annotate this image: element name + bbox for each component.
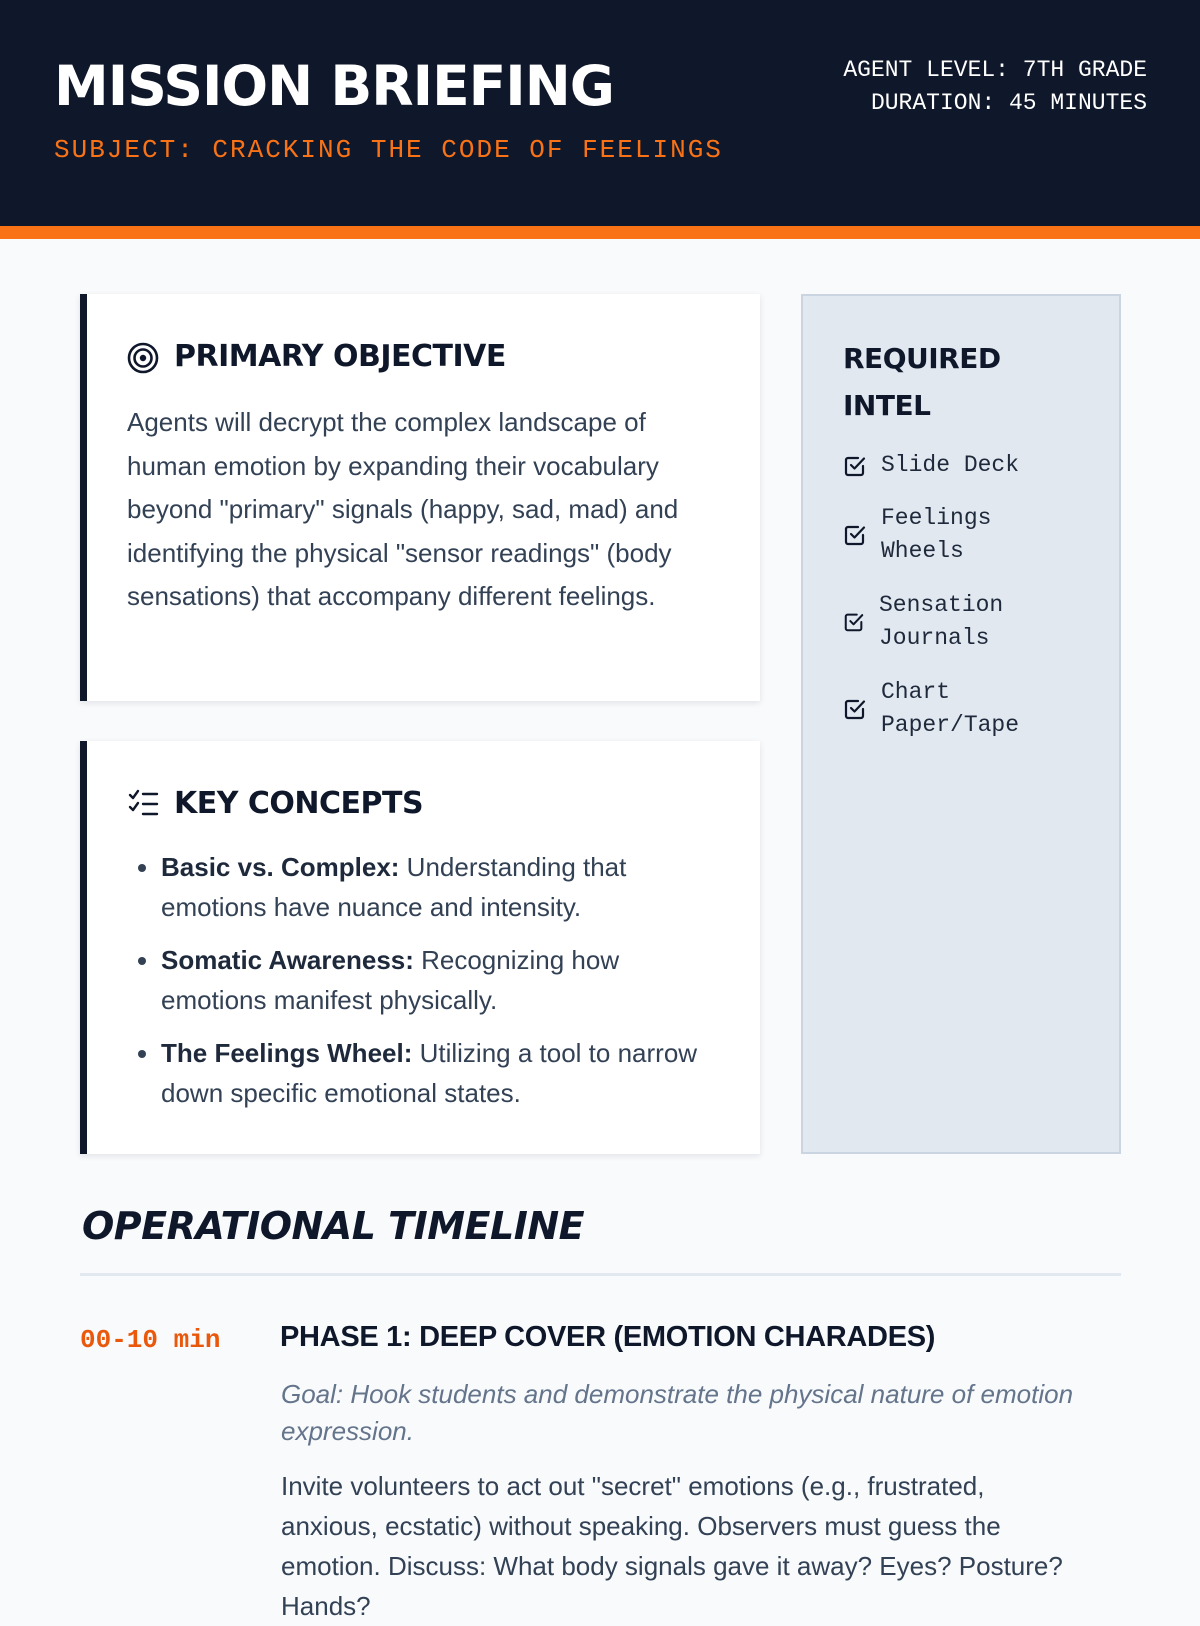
checklist-icon: [128, 788, 159, 819]
phase-time: 00-10 min: [80, 1325, 221, 1355]
target-icon: [127, 342, 159, 374]
intel-item-feelings-wheels: [843, 502, 1023, 568]
duration: DURATION: 45 MINUTES: [870, 90, 1147, 116]
intel-label: Feelings Wheels: [881, 505, 992, 564]
intel-label: Sensation Journals: [879, 592, 1004, 651]
intel-label: Slide Deck: [881, 452, 1020, 478]
intel-label: Chart Paper/Tape: [881, 679, 1020, 738]
timeline-heading: OPERATIONAL TIMELINE: [82, 1204, 585, 1248]
intel-item-chart-paper-tape: [843, 676, 1043, 742]
concept-term: Somatic Awareness:: [161, 945, 414, 975]
checkbox-checked-icon: [843, 523, 867, 547]
agent-level: AGENT LEVEL: 7TH GRADE: [843, 57, 1147, 83]
intel-item-slide-deck: [843, 449, 1103, 482]
primary-objective-text: Agents will decrypt the complex landscape of human emotion by expanding their vocabulary beyond "primary" signals (happy, sad, mad) and identifying the physical "sensor readings" (body sensations) that accompany different feelings.: [127, 407, 679, 611]
page-title: MISSION BRIEFING: [54, 54, 614, 118]
page-subtitle: SUBJECT: CRACKING THE CODE OF FEELINGS: [54, 135, 723, 165]
concept-text: Utilizing a tool to narrow down specific emotional states.: [161, 1038, 698, 1108]
concept-term: The Feelings Wheel:: [161, 1038, 413, 1068]
phase-description: Invite volunteers to act out "secret" emotions (e.g., frustrated, anxious, ecstatic) without speaking. Observers must guess the emotion. Discuss: What body signals gave it away? Eyes? Posture? Hands?: [281, 1471, 1063, 1621]
key-concepts-title: KEY CONCEPTS: [174, 786, 424, 821]
list-item: [161, 847, 721, 927]
timeline-divider: [80, 1273, 1121, 1276]
key-concepts-list: [127, 847, 721, 1126]
mission-meta: [843, 54, 1147, 120]
list-item: [161, 940, 721, 1020]
required-intel-title: REQUIRED INTEL: [843, 342, 1001, 422]
checkbox-checked-icon: [843, 697, 867, 721]
concept-text: Recognizing how emotions manifest physically.: [161, 945, 620, 1015]
intel-item-sensation-journals: [843, 589, 1033, 655]
phase-goal: Goal: Hook students and demonstrate the physical nature of emotion expression.: [281, 1379, 1074, 1446]
primary-objective-title: PRIMARY OBJECTIVE: [174, 339, 506, 374]
list-item: [161, 1033, 721, 1113]
concept-term: Basic vs. Complex:: [161, 852, 400, 882]
concept-text: Understanding that emotions have nuance and intensity.: [161, 852, 627, 922]
phase-title: PHASE 1: DEEP COVER (EMOTION CHARADES): [280, 1321, 936, 1353]
checkbox-checked-icon: [843, 454, 867, 478]
checkbox-checked-icon: [843, 611, 865, 633]
mission-header: [0, 0, 1200, 239]
